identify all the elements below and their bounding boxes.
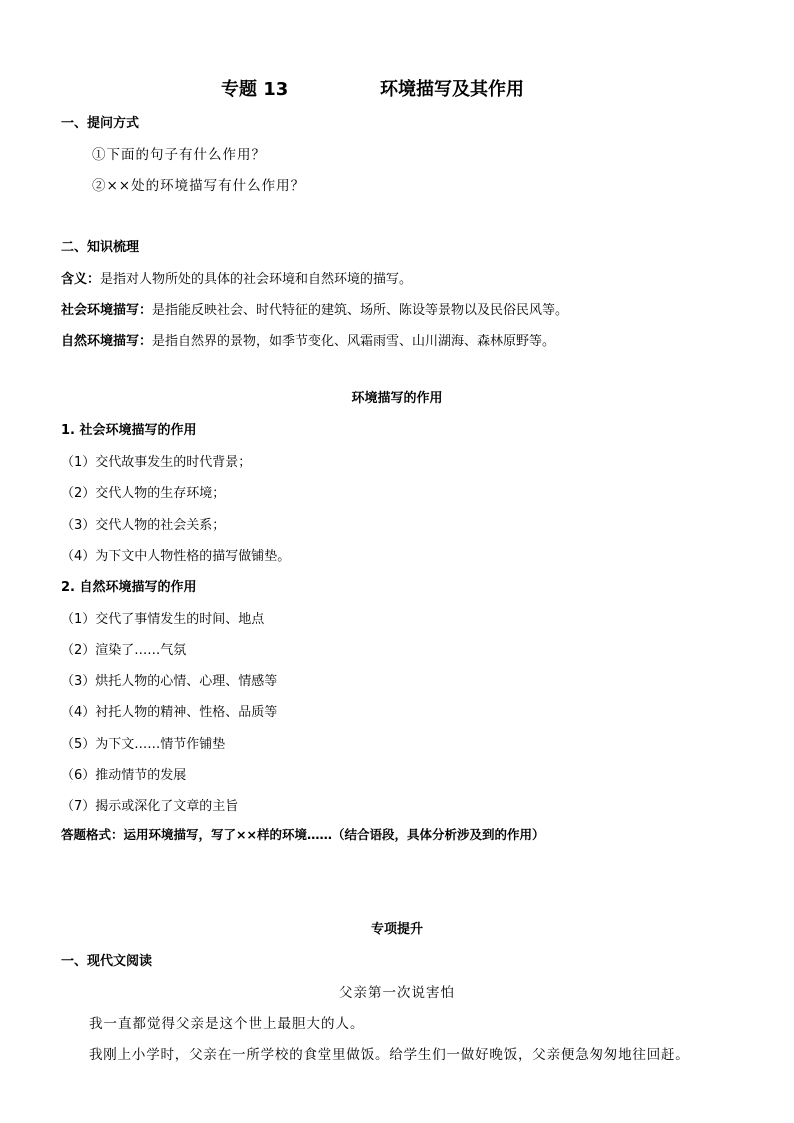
natural-effect-item: （4）衬托人物的精神、性格、品质等 bbox=[61, 705, 278, 720]
definition-natural bbox=[61, 330, 555, 349]
section-heading-questions: 一、提问方式 bbox=[61, 116, 140, 131]
natural-effect-item: （1）交代了事情发生的时间、地点 bbox=[61, 612, 265, 627]
definition-text: 是指自然界的景物，如季节变化、风霜雨雪、山川湖海、森林原野等。 bbox=[152, 334, 556, 349]
natural-effect-item: （3）烘托人物的心情、心理、情感等 bbox=[61, 674, 278, 689]
social-effects-heading: 1. 社会环境描写的作用 bbox=[61, 423, 197, 438]
social-effect-item: （3）交代人物的社会关系； bbox=[61, 518, 226, 533]
question-item-2: ②××处的环境描写有什么作用？ bbox=[92, 178, 306, 194]
social-effect-item: （1）交代故事发生的时代背景； bbox=[61, 455, 252, 470]
story-title: 父亲第一次说害怕 bbox=[339, 985, 455, 1001]
social-effect-item: （4）为下文中人物性格的描写做铺垫。 bbox=[61, 549, 291, 564]
definition-meaning bbox=[61, 268, 412, 287]
natural-effect-item: （7）揭示或深化了文章的主旨 bbox=[61, 799, 239, 814]
question-item-1: ①下面的句子有什么作用？ bbox=[92, 147, 266, 163]
definition-term: 自然环境描写： bbox=[61, 334, 153, 349]
definition-text: 是指对人物所处的具体的社会环境和自然环境的描写。 bbox=[100, 272, 413, 287]
reading-section-heading: 一、现代文阅读 bbox=[61, 954, 153, 969]
doc-title-number: 专题 13 bbox=[221, 79, 289, 100]
doc-title: 环境描写及其作用 bbox=[380, 79, 524, 100]
natural-effect-item: （5）为下文……情节作铺垫 bbox=[61, 737, 226, 752]
effects-heading: 环境描写的作用 bbox=[351, 391, 443, 406]
natural-effect-item: （2）渲染了……气氛 bbox=[61, 643, 187, 658]
social-effect-item: （2）交代人物的生存环境； bbox=[61, 486, 226, 501]
answer-format: 答题格式：运用环境描写，写了××样的环境……（结合语段，具体分析涉及到的作用） bbox=[61, 827, 545, 842]
definition-text: 是指能反映社会、时代特征的建筑、场所、陈设等景物以及民俗民风等。 bbox=[152, 303, 569, 318]
story-paragraph-2: 我刚上小学时，父亲在一所学校的食堂里做饭。给学生们一做好晚饭，父亲便急匆匆地往回赶。 bbox=[89, 1047, 690, 1063]
natural-effects-heading: 2. 自然环境描写的作用 bbox=[61, 580, 197, 595]
practice-heading: 专项提升 bbox=[370, 922, 423, 937]
definition-term: 社会环境描写： bbox=[61, 303, 153, 318]
natural-effect-item: （6）推动情节的发展 bbox=[61, 768, 187, 783]
definition-term: 含义： bbox=[61, 272, 101, 287]
section-heading-knowledge: 二、知识梳理 bbox=[61, 240, 140, 255]
definition-social bbox=[61, 299, 568, 318]
story-paragraph-1: 我一直都觉得父亲是这个世上最胆大的人。 bbox=[89, 1016, 365, 1032]
